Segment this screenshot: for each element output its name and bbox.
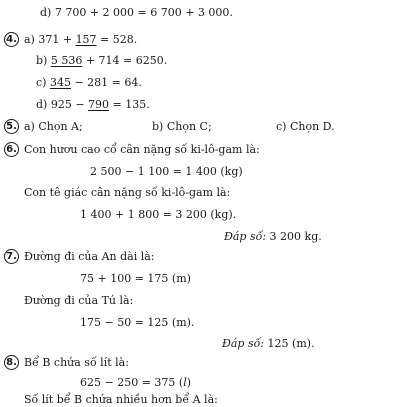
q6-line-2: 2 500 − 1 100 = 1 400 (kg) [90, 165, 243, 178]
q6-answer: Đáp số: 3 200 kg. [224, 230, 322, 243]
question-number-5: 5. [4, 119, 19, 134]
question-number-6: 6. [4, 142, 19, 157]
q7-line-1: Đường đi của An dài là: [24, 250, 155, 263]
q3-answer-d: d) 7 700 + 2 000 = 6 700 + 3 000. [40, 6, 233, 19]
q7-line-4: 175 − 50 = 125 (m). [80, 316, 195, 329]
q4-answer-b: b) 5 536 + 714 = 6250. [36, 54, 168, 67]
q7-answer: Đáp số: 125 (m). [222, 337, 315, 350]
q5-answer-c: c) Chọn D. [276, 120, 335, 133]
q6-line-3: Con tê giác cân nặng số ki-lô-gam là: [24, 186, 231, 199]
q6-line-1: Con hươu cao cổ cân nặng số ki-lô-gam là: [24, 143, 260, 156]
q8-line-1: Bể B chứa số lít là: [24, 356, 129, 369]
q5-answer-a: a) Chọn A; [24, 120, 83, 133]
q4-answer-a: a) 371 + 157 = 528. [24, 33, 138, 46]
q6-line-4: 1 400 + 1 800 = 3 200 (kg). [80, 208, 237, 221]
question-number-4: 4. [4, 32, 19, 47]
q4-answer-d: d) 925 − 790 = 135. [36, 98, 150, 111]
q8-line-3: Số lít bể B chứa nhiều hơn bể A là: [24, 393, 218, 406]
q7-line-2: 75 + 100 = 175 (m) [80, 272, 191, 285]
q7-line-3: Đường đi của Tú là: [24, 294, 134, 307]
question-number-7: 7. [4, 249, 19, 264]
q4-answer-c: c) 345 − 281 = 64. [36, 76, 142, 89]
q5-answer-b: b) Chọn C; [152, 120, 212, 133]
q8-line-2: 625 − 250 = 375 (l) [80, 376, 192, 389]
question-number-8: 8. [4, 355, 19, 370]
